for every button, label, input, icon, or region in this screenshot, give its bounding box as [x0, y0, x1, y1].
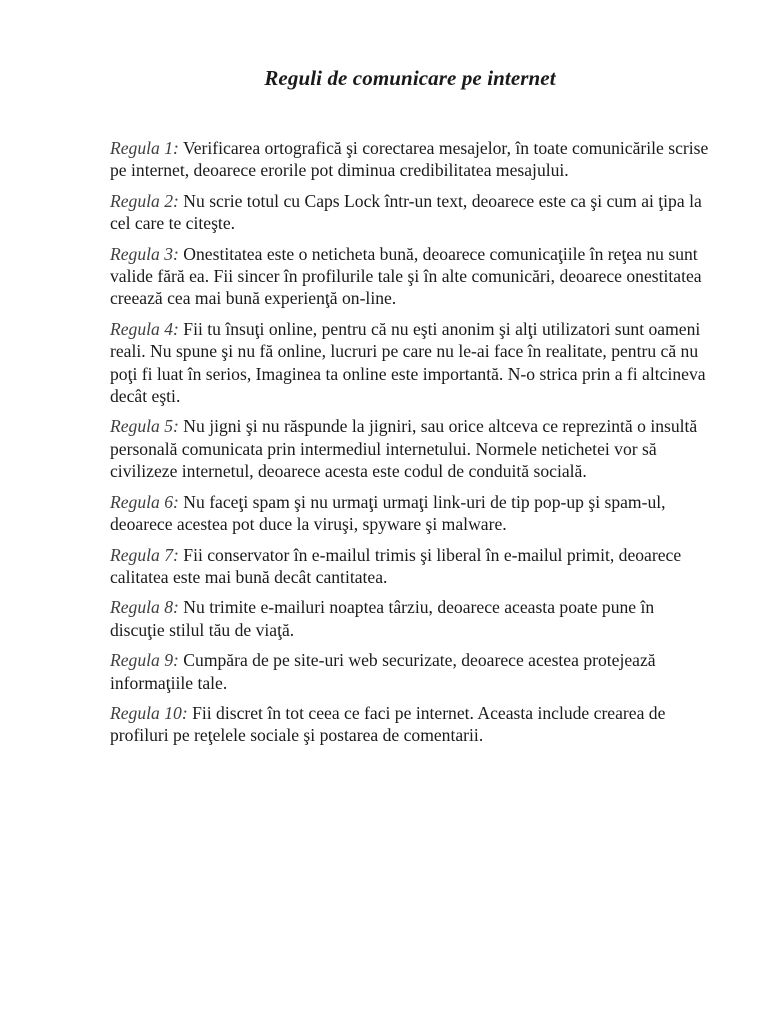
- rule-text: Fii conservator în e-mailul trimis şi liberal în e-mailul primit, deoarece calitatea este mai bună decât cantitatea.: [110, 544, 682, 587]
- rule-label: Regula 5:: [110, 416, 179, 437]
- rule-label: Regula 4:: [110, 318, 179, 339]
- rule-10: [110, 702, 710, 747]
- rule-text: Fii tu însuţi online, pentru că nu eşti anonim şi alţi utilizatori sunt oameni reali. Nu spune şi nu fă online, lucruri pe care nu le-ai face în realitate, pentru că nu poţi fi luat în serios, Imaginea ta online este importantă. N-o strica prin a fi altcineva decât eşti.: [110, 318, 706, 407]
- rule-5: [110, 415, 710, 482]
- rule-1: [110, 137, 710, 182]
- rule-label: Regula 10:: [110, 702, 188, 723]
- rule-text: Nu faceţi spam şi nu urmaţi urmaţi link-uri de tip pop-up şi spam-ul, deoarece acestea pot duce la viruşi, spyware şi malware.: [110, 491, 666, 535]
- rule-label: Regula 6:: [110, 491, 179, 512]
- rule-text: Fii discret în tot ceea ce faci pe internet. Aceasta include crearea de profiluri pe reţelele sociale şi postarea de comentarii.: [110, 702, 666, 746]
- rule-2: [110, 190, 710, 235]
- rule-3: [110, 243, 710, 310]
- rule-9: [110, 649, 710, 694]
- rule-4: [110, 318, 710, 408]
- rule-text: Verificarea ortografică şi corectarea mesajelor, în toate comunicările scrise pe internet, deoarece erorile pot diminua credibilitatea mesajului.: [110, 138, 709, 181]
- rule-label: Regula 1:: [110, 138, 179, 158]
- rule-text: Onestitatea este o neticheta bună, deoarece comunicaţiile în reţea nu sunt valide fără ea. Fii sincer în profilurile tale şi în alte comunicări, deoarece onestitatea creează cea mai bună experienţă on-line.: [110, 243, 702, 309]
- rule-text: Nu scrie totul cu Caps Lock într-un text, deoarece este ca şi cum ai ţipa la cel care te citeşte.: [110, 190, 702, 234]
- rule-label: Regula 8:: [110, 597, 179, 618]
- rules-list: [110, 137, 710, 755]
- rule-label: Regula 3:: [110, 243, 179, 264]
- rule-text: Nu trimite e-mailuri noaptea târziu, deoarece aceasta poate pune în discuţie stilul tău de viaţă.: [110, 597, 655, 640]
- document-title: Reguli de comunicare pe internet: [264, 66, 556, 90]
- rule-7: [110, 544, 710, 589]
- rule-6: [110, 491, 710, 536]
- rule-label: Regula 2:: [110, 190, 179, 211]
- rule-text: Nu jigni şi nu răspunde la jigniri, sau orice altceva ce reprezintă o insultă personală comunicata prin intermediul internetului. Normele netichetei vor să civilizeze internetul, deoarece acesta este codul de conduită socială.: [110, 416, 698, 482]
- rule-label: Regula 9:: [110, 650, 179, 671]
- rule-label: Regula 7:: [110, 544, 179, 565]
- rule-text: Cumpăra de pe site-uri web securizate, deoarece acestea protejează informaţiile tale.: [110, 650, 656, 693]
- rule-8: [110, 596, 710, 641]
